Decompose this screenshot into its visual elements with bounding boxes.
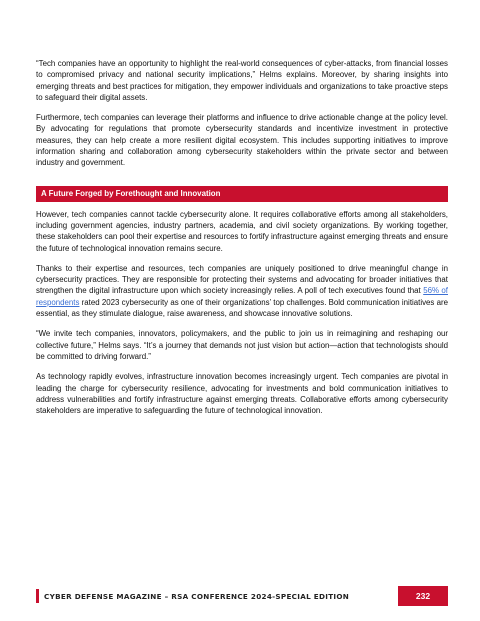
paragraph-collaboration: However, tech companies cannot tackle cybersecurity alone. It requires collaborative efforts among all stakeholders, including government agencies, industry partners, academia, and civil society organizations. By working together, these stakeholders can pool their expertise and resources to fortify infrastructure against emerging threats and ensure the future of technological innovation remains secure. — [36, 209, 448, 253]
respondents-link[interactable]: 56% of respondents — [36, 286, 448, 307]
footer-publication-title: CYBER DEFENSE MAGAZINE – RSA CONFERENCE 2024-SPECIAL EDITION — [44, 591, 350, 601]
page-footer — [36, 586, 448, 606]
section-heading: A Future Forged by Forethought and Innovation — [36, 186, 448, 202]
paragraph-helms-quote: “Tech companies have an opportunity to highlight the real-world consequences of cyber-attacks, from financial losses to compromised privacy and national security implications,” Helms explains. Moreover, by sharing insights into emerging threats and best practices for mitigation, they empower individuals and organizations to take proactive steps to safeguard their digital assets. — [36, 59, 448, 102]
page-number: 232 — [398, 586, 448, 606]
paragraph-poll — [36, 263, 448, 319]
footer-accent-bar — [36, 589, 39, 603]
poll-text-before: Thanks to their expertise and resources, tech companies are uniquely positioned to drive meaningful change in cybersecurity practices. They are responsible for protecting their systems and advocating for broader initiatives that strengthen the digital infrastructure upon which society increasingly relies. A poll of tech executives found that — [36, 263, 448, 296]
paragraph-invitation-quote: “We invite tech companies, innovators, policymakers, and the public to join us in reimagining and reshaping our collective future,” Helms says. “It’s a journey that demands not just vision but action—action that technologists should be committed to driving forward.” — [36, 329, 448, 361]
poll-text-after: rated 2023 cybersecurity as one of their organizations’ top challenges. Bold communication initiatives are essential, as they stimulate dialogue, raise awareness, and showcase innovative solutions. — [36, 297, 448, 319]
paragraph-conclusion: As technology rapidly evolves, infrastructure innovation becomes increasingly urgent. Tech companies are pivotal in leading the charge for cybersecurity resilience, advocating for investments and bold communication initiatives to address vulnerabilities and fortify infrastructure against emerging threats. Collaborative efforts among cybersecurity stakeholders are imperative to safeguarding the future of technological innovation. — [36, 372, 448, 416]
paragraph-policy: Furthermore, tech companies can leverage their platforms and influence to drive actionable change at the policy level. By advocating for regulations that promote cybersecurity standards and incentivize investment in protective measures, they can help create a more resilient digital ecosystem. This includes supporting initiatives to improve information sharing and collaboration among cybersecurity stakeholders within the private sector and between industry and government. — [36, 113, 448, 168]
article-body — [36, 58, 448, 425]
